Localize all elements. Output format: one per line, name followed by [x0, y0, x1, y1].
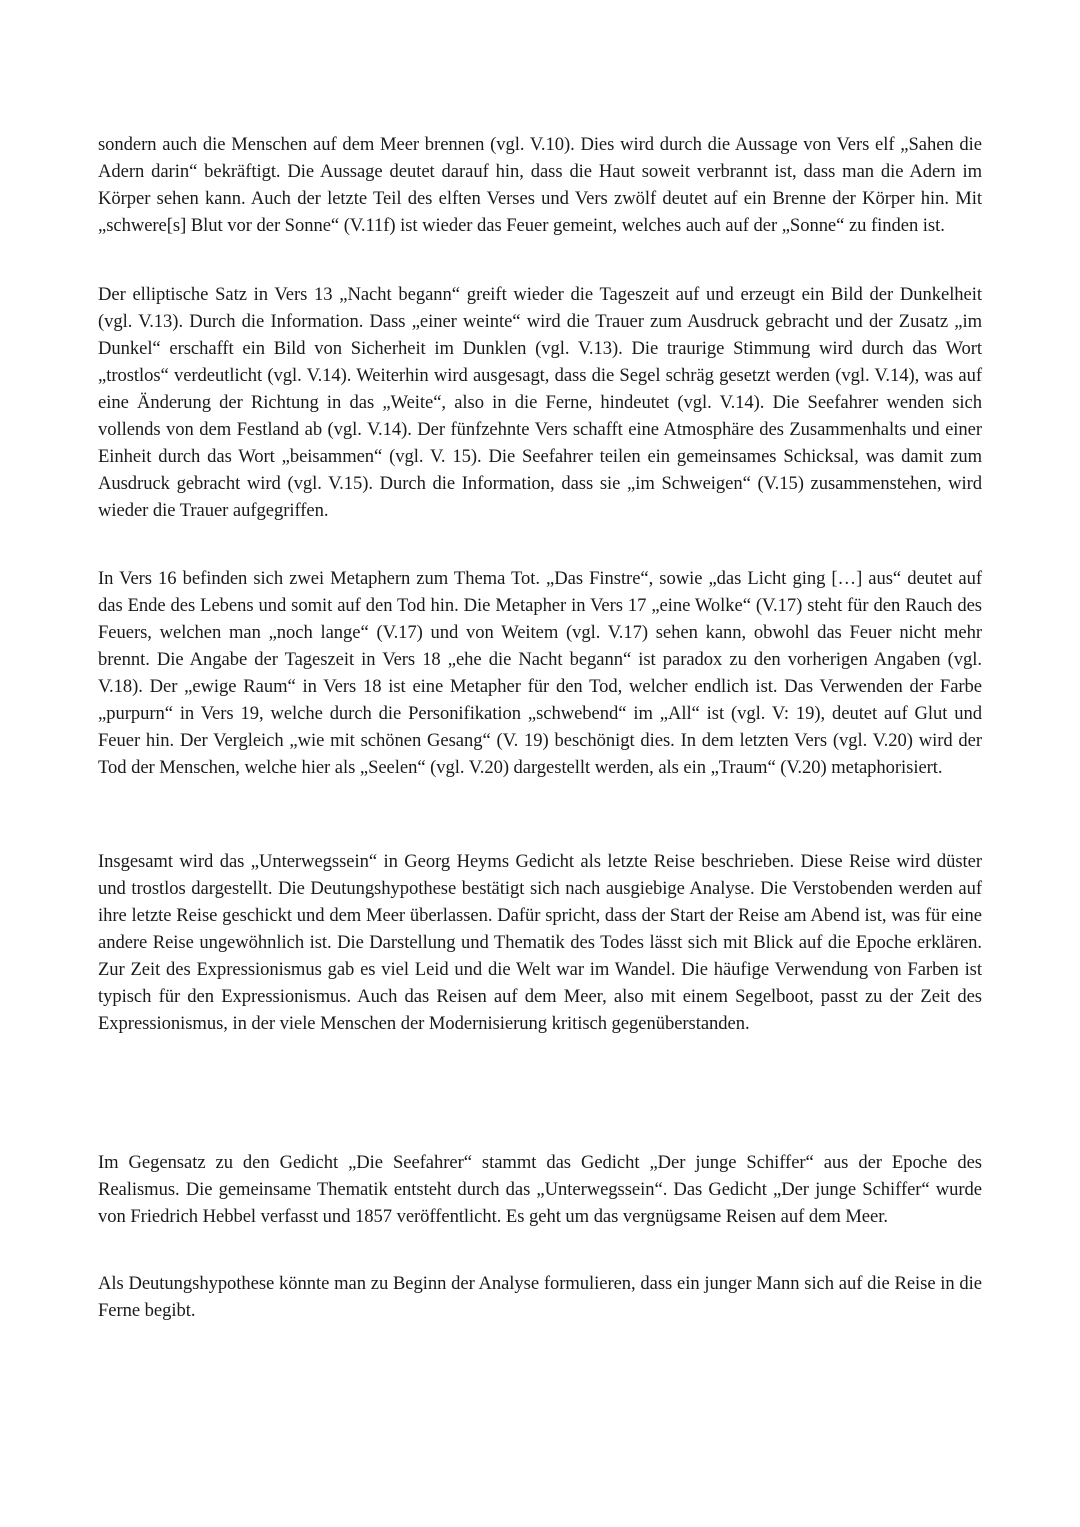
paragraph-analysis-verse-13-15: Der elliptische Satz in Vers 13 „Nacht begann“ greift wieder die Tageszeit auf und erzeugt ein Bild der Dunkelheit (vgl. V.13). Durch die Information. Dass „einer weinte“ wird die Trauer zum Ausdruck gebracht und der Zusatz „im Dunkel“ erschafft ein Bild von Sicherheit im Dunklen (vgl. V.13). Die traurige Stimmung wird durch das Wort „trostlos“ verdeutlicht (vgl. V.14). Weiterhin wird ausgesagt, dass die Segel schräg gesetzt werden (vgl. V.14), was auf eine Änderung der Richtung in das „Weite“, also in die Ferne, hindeutet (vgl. V.14). Die Seefahrer wenden sich vollends von dem Festland ab (vgl. V.14). Der fünfzehnte Vers schafft eine Atmosphäre des Zusammenhalts und einer Einheit durch das Wort „beisammen“ (vgl. V. 15). Die Seefahrer teilen ein gemeinsames Schicksal, was damit zum Ausdruck gebracht wird (vgl. V.15). Durch die Information, dass sie „im Schweigen“ (V.15) zusammenstehen, wird wieder die Trauer aufgegriffen. [98, 284, 982, 521]
paragraph-analysis-verse-10-12: sondern auch die Menschen auf dem Meer brennen (vgl. V.10). Dies wird durch die Aussage von Vers elf „Sahen die Adern darin“ bekräftigt. Die Aussage deutet darauf hin, dass die Haut soweit verbrannt ist, dass man die Adern im Körper sehen kann. Auch der letzte Teil des elften Verses und Vers zwölf deutet auf ein Brenne der Körper hin. Mit „schwere[s] Blut vor der Sonne“ (V.11f) ist wieder das Feuer gemeint, welches auch auf der „Sonne“ zu finden ist. [98, 134, 982, 236]
paragraph-hypothesis-junge-schiffer: Als Deutungshypothese könnte man zu Beginn der Analyse formulieren, dass ein junger Mann sich auf die Reise in die Ferne begibt. [98, 1273, 982, 1321]
paragraph-analysis-verse-16-20: In Vers 16 befinden sich zwei Metaphern zum Thema Tot. „Das Finstre“, sowie „das Licht ging […] aus“ deutet auf das Ende des Lebens und somit auf den Tod hin. Die Metapher in Vers 17 „eine Wolke“ (V.17) steht für den Rauch des Feuers, welchen man „noch lange“ (V.17) und von Weitem (vgl. V.17) sehen kann, obwohl das Feuer nicht mehr brennt. Die Angabe der Tageszeit in Vers 18 „ehe die Nacht begann“ ist paradox zu den vorherigen Angaben (vgl. V.18). Der „ewige Raum“ in Vers 18 ist eine Metapher für den Tod, welcher endlich ist. Das Verwenden der Farbe „purpurn“ in Vers 19, welche durch die Personifikation „schwebend“ im „All“ ist (vgl. V: 19), deutet auf Glut und Feuer hin. Der Vergleich „wie mit schönen Gesang“ (V. 19) beschönigt dies. In dem letzten Vers (vgl. V.20) wird der Tod der Menschen, welche hier als „Seelen“ (vgl. V.20) dargestellt werden, als ein „Traum“ (V.20) metaphorisiert. [98, 568, 982, 778]
paragraph-intro-junge-schiffer: Im Gegensatz zu den Gedicht „Die Seefahrer“ stammt das Gedicht „Der junge Schiffer“ aus der Epoche des Realismus. Die gemeinsame Thematik entsteht durch das „Unterwegssein“. Das Gedicht „Der junge Schiffer“ wurde von Friedrich Hebbel verfasst und 1857 veröffentlicht. Es geht um das vergnügsame Reisen auf dem Meer. [98, 1152, 982, 1227]
paragraph-conclusion-seefahrer: Insgesamt wird das „Unterwegssein“ in Georg Heyms Gedicht als letzte Reise beschrieben. Diese Reise wird düster und trostlos dargestellt. Die Deutungshypothese bestätigt sich nach ausgiebige Analyse. Die Verstobenden werden auf ihre letzte Reise geschickt und dem Meer überlassen. Dafür spricht, dass der Start der Reise am Abend ist, was für eine andere Reise ungewöhnlich ist. Die Darstellung und Thematik des Todes lässt sich mit Blick auf die Epoche erklären. Zur Zeit des Expressionismus gab es viel Leid und die Welt war im Wandel. Die häufige Verwendung von Farben ist typisch für den Expressionismus. Auch das Reisen auf dem Meer, also mit einem Segelboot, passt zu der Zeit des Expressionismus, in der viele Menschen der Modernisierung kritisch gegenüberstanden. [98, 851, 982, 1034]
